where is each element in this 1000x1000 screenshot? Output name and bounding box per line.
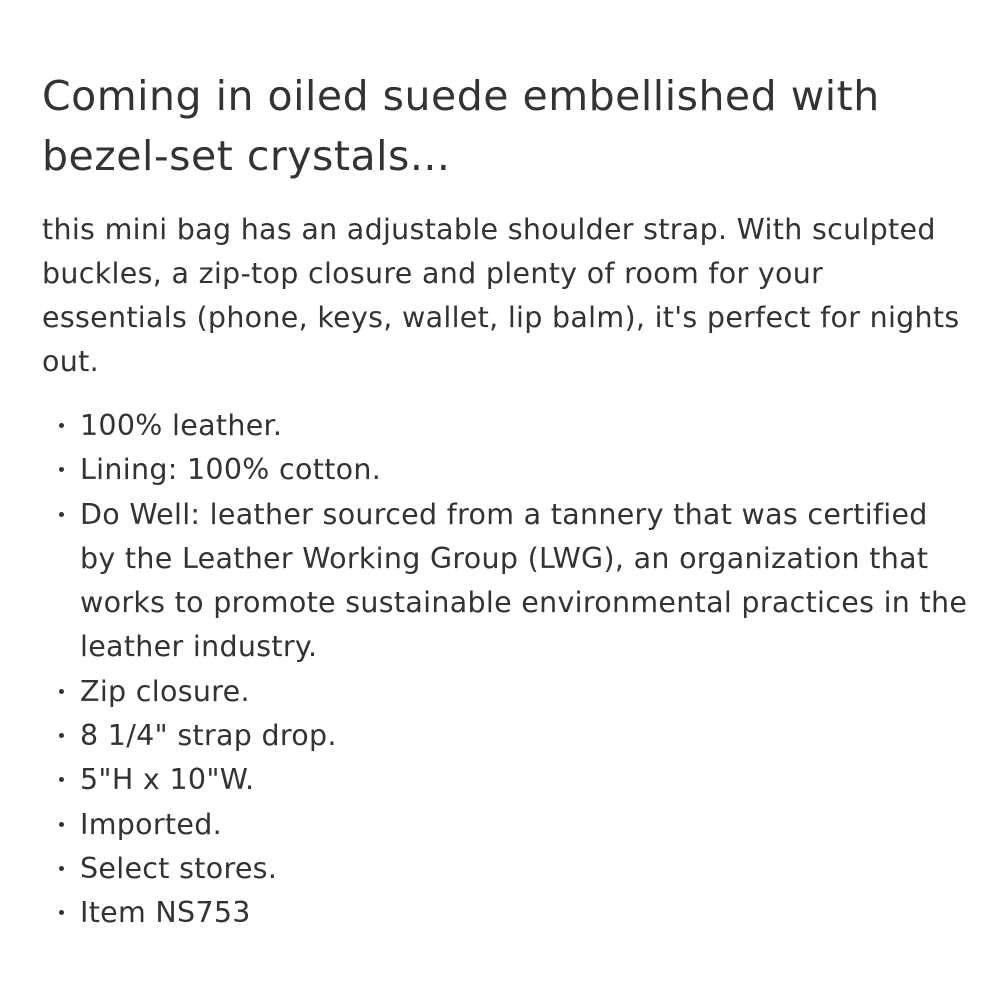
bullet-dot-icon: [59, 866, 64, 871]
bullet-dot-icon: [59, 822, 64, 827]
bullet-dot-icon: [59, 689, 64, 694]
product-description: this mini bag has an adjustable shoulder strap. With sculpted buckles, a zip-top closure and plenty of room for your essentials (phone, keys, wallet, lip balm), it's perfect for nights out.: [42, 213, 960, 378]
detail-item: [42, 404, 972, 448]
detail-item: [42, 891, 972, 935]
product-details-list: [42, 404, 972, 936]
product-description-panel: [42, 66, 972, 936]
bullet-dot-icon: [59, 423, 64, 428]
product-headline: Coming in oiled suede embellished with bezel-set crystals...: [42, 72, 880, 180]
detail-item: [42, 847, 972, 891]
detail-item: [42, 493, 972, 670]
detail-text: Imported.: [80, 807, 222, 841]
detail-item: [42, 803, 972, 847]
bullet-dot-icon: [59, 467, 64, 472]
bullet-dot-icon: [59, 733, 64, 738]
detail-text: Do Well: leather sourced from a tannery that was certified by the Leather Working Group (LWG), an organization that works to promote sustainable environmental practices in the leather industry.: [80, 497, 968, 664]
detail-text: Lining: 100% cotton.: [80, 453, 382, 487]
detail-text: Item NS753: [80, 896, 251, 930]
detail-item: [42, 448, 972, 492]
detail-item: [42, 758, 972, 802]
detail-item: [42, 714, 972, 758]
detail-text: 100% leather.: [80, 409, 283, 442]
detail-text: 5"H x 10"W.: [80, 763, 255, 797]
bullet-dot-icon: [59, 777, 64, 782]
bullet-dot-icon: [59, 512, 64, 517]
detail-text: Select stores.: [80, 851, 278, 885]
bullet-dot-icon: [59, 910, 64, 915]
detail-text: Zip closure.: [80, 674, 250, 708]
detail-text: 8 1/4" strap drop.: [80, 719, 337, 753]
detail-item: [42, 670, 972, 714]
